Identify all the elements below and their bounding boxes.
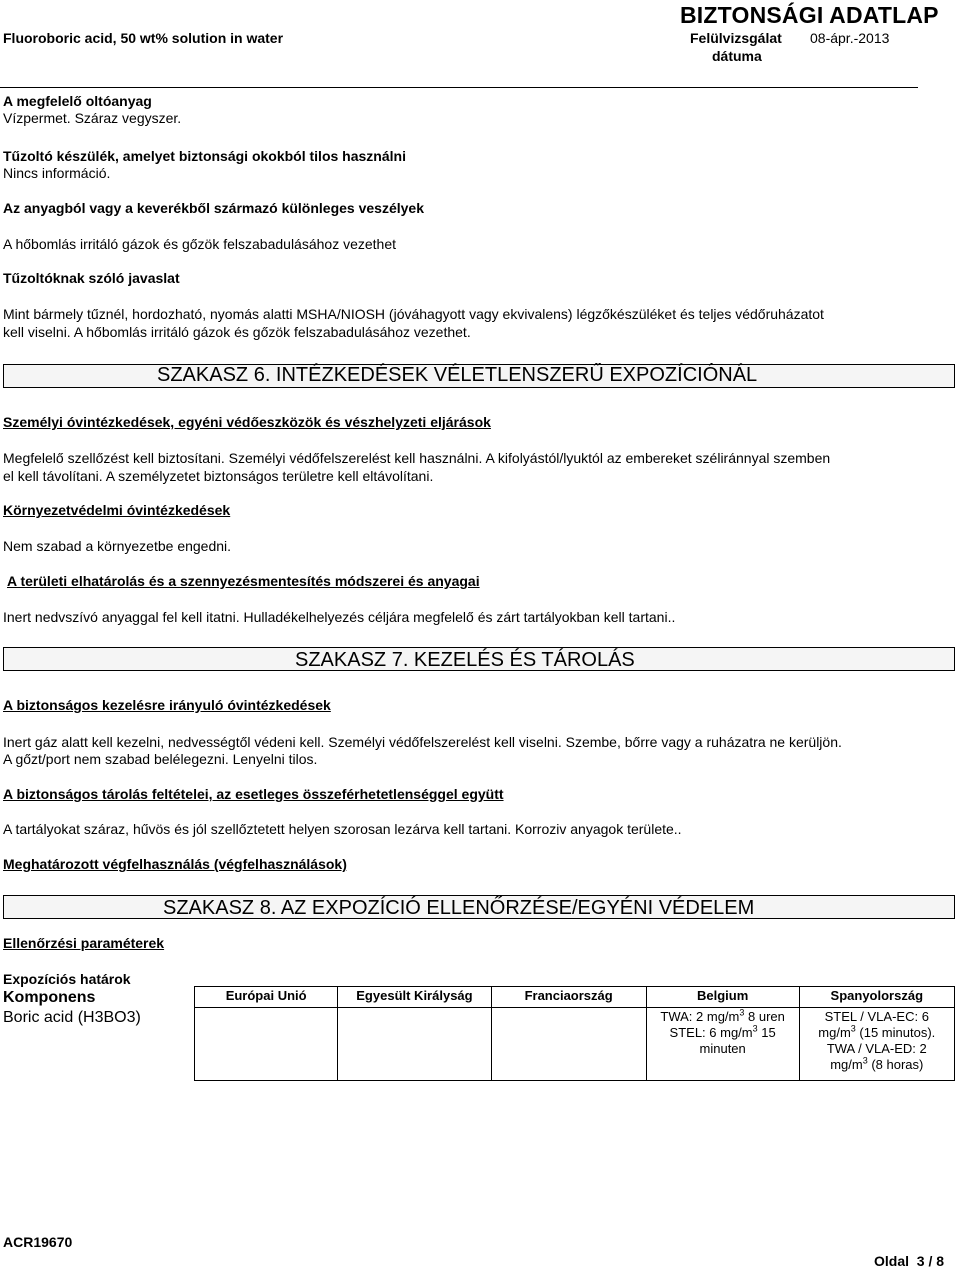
table-row [195, 1008, 955, 1081]
document-title: BIZTONSÁGI ADATLAP [680, 2, 939, 28]
personal-precautions-text-line1: Megfelelő szellőzést kell biztosítani. Személyi védőfelszerelést kell használni. A kifolyástól/lyuktól az embereket széliránnyal szemben [3, 450, 831, 466]
cell-spain: STEL / VLA-EC: 6 $mg/m^3$ (15 minutos). TWA / VLA-ED: 2 $mg/m^3$ (8 horas) [799, 1008, 954, 1081]
column-header-belgium: Belgium [646, 987, 799, 1008]
cell-uk [338, 1008, 491, 1081]
exposure-limits-table [194, 986, 955, 1081]
section-7-title: SZAKASZ 7. KEZELÉS ÉS TÁROLÁS [295, 649, 635, 671]
product-name: Fluoroboric acid, 50 wt% solution in water [3, 30, 284, 46]
safe-handling-heading: A biztonságos kezelésre irányuló óvintézkedések [3, 697, 331, 713]
component-name: Boric acid (H3BO3) [3, 1009, 141, 1026]
safe-handling-text-line1: Inert gáz alatt kell kezelni, nedvességtől védeni kell. Személyi védőfelszerelést kell viselni. Szembe, bőrre vagy a ruházatra ne kerüljön. [3, 734, 842, 750]
page-number: Oldal 3 / 8 [874, 1253, 945, 1269]
personal-precautions-text-line2: el kell távolítani. A személyzetet biztonságos területre kell eltávolítani. [3, 468, 434, 484]
special-hazards-text: A hőbomlás irritáló gázok és gőzök felszabadulásához vezethet [3, 236, 397, 252]
cell-eu [195, 1008, 338, 1081]
environmental-precautions-text: Nem szabad a környezetbe engedni. [3, 538, 232, 554]
special-hazards-heading: Az anyagból vagy a keverékből származó különleges veszélyek [3, 200, 424, 216]
cell-belgium: TWA: 2 $mg/m^3$ 8 uren STEL: 6 $mg/m^3$ 15 minuten [646, 1008, 799, 1081]
extinguishing-media-text: Vízpermet. Száraz vegyszer. [3, 110, 182, 126]
header-rule [0, 87, 918, 88]
revision-date: 08-ápr.-2013 [810, 30, 890, 46]
cell-france [491, 1008, 646, 1081]
containment-text: Inert nedvszívó anyaggal fel kell itatni. Hulladékelhelyezés céljára megfelelő és zárt tartályokban kell tartani.. [3, 609, 676, 625]
exposure-limits-heading: Expozíciós határok [3, 971, 131, 987]
unsuitable-media-heading: Tűzoltó készülék, amelyet biztonsági okokból tilos használni [3, 148, 406, 164]
extinguishing-media-heading: A megfelelő oltóanyag [3, 93, 152, 109]
containment-heading: A területi elhatárolás és a szennyezésmentesítés módszerei és anyagai [7, 573, 480, 589]
component-heading: Komponens [3, 989, 96, 1006]
firefighters-heading: Tűzoltóknak szóló javaslat [3, 270, 180, 286]
firefighters-text-line1: Mint bármely tűznél, hordozható, nyomás alatti MSHA/NIOSH (jóváhagyott vagy ekvivalens) légzőkészüléket és teljes védőruházatot [3, 306, 824, 322]
safe-storage-text: A tartályokat száraz, hűvös és jól szellőztetett helyen szorosan lezárva kell tartani. Korroziv anyagok területe.. [3, 821, 682, 837]
column-header-france: Franciaország [491, 987, 646, 1008]
revision-label: Felülvizsgálat [690, 30, 782, 46]
table-header-row [195, 987, 955, 1008]
column-header-spain: Spanyolország [799, 987, 954, 1008]
revision-label-2: dátuma [712, 48, 762, 64]
column-header-eu: Európai Unió [195, 987, 338, 1008]
control-parameters-heading: Ellenőrzési paraméterek [3, 935, 165, 951]
document-code: ACR19670 [3, 1234, 73, 1250]
section-6-title: SZAKASZ 6. INTÉZKEDÉSEK VÉLETLENSZERŰ EXPOZÍCIÓNÁL [157, 364, 758, 386]
unsuitable-media-text: Nincs információ. [3, 165, 111, 181]
end-use-heading: Meghatározott végfelhasználás (végfelhasználások) [3, 856, 347, 872]
environmental-precautions-heading: Környezetvédelmi óvintézkedések [3, 502, 231, 518]
section-8-title: SZAKASZ 8. AZ EXPOZÍCIÓ ELLENŐRZÉSE/EGYÉNI VÉDELEM [163, 897, 755, 919]
column-header-uk: Egyesült Királyság [338, 987, 491, 1008]
safe-storage-heading: A biztonságos tárolás feltételei, az esetleges összeférhetetlenséggel együtt [3, 786, 504, 802]
safe-handling-text-line2: A gőzt/port nem szabad belélegezni. Lenyelni tilos. [3, 751, 318, 767]
firefighters-text-line2: kell viselni. A hőbomlás irritáló gázok és gőzök felszabadulásához vezethet. [3, 324, 471, 340]
personal-precautions-heading: Személyi óvintézkedések, egyéni védőeszközök és vészhelyzeti eljárások [3, 414, 491, 430]
